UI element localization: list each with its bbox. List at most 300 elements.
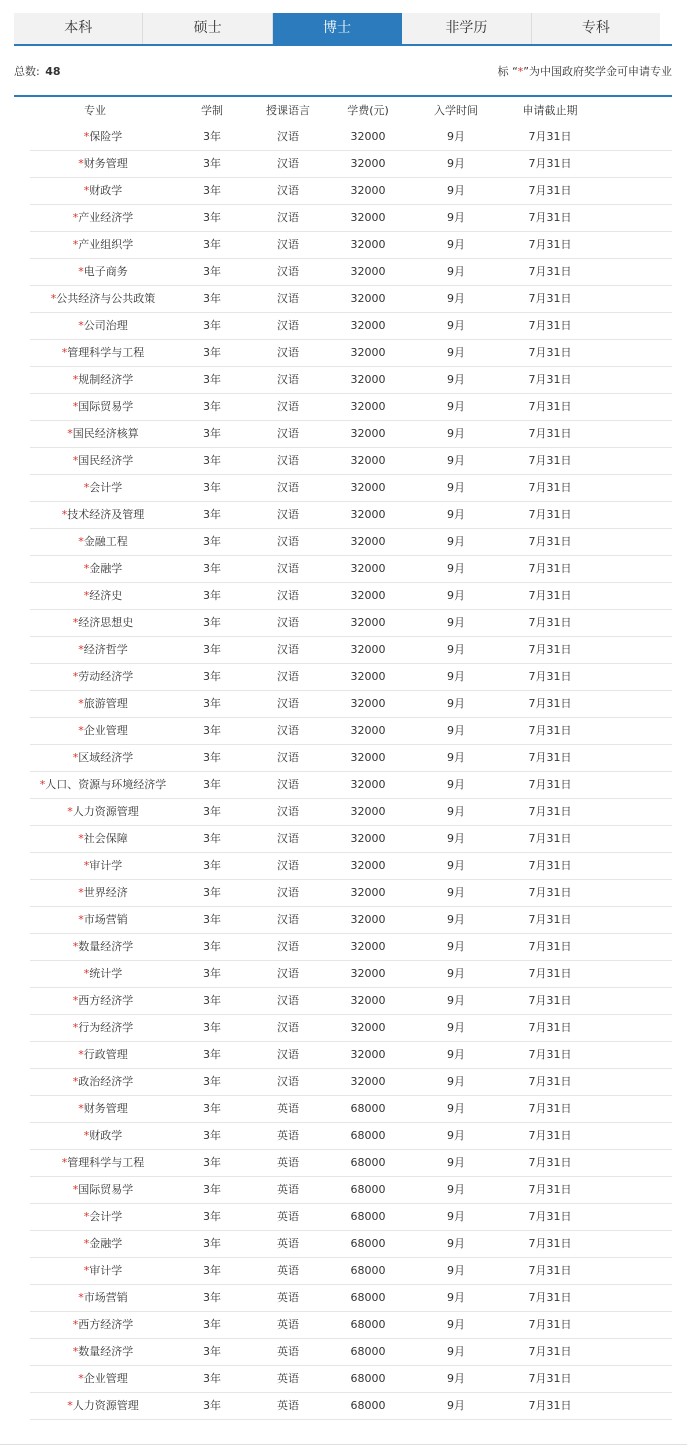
language-cell: 汉语: [277, 1048, 299, 1061]
major-name: 管理科学与工程: [67, 346, 145, 359]
table-row: [30, 853, 672, 880]
major-name: 会计学: [89, 1210, 123, 1223]
duration-cell: 3年: [203, 805, 221, 818]
duration-cell: 3年: [203, 211, 221, 224]
major-cell: [30, 799, 176, 825]
language-cell: 汉语: [277, 157, 299, 170]
tuition-cell: 68000: [350, 1129, 386, 1142]
tuition-cell: 32000: [350, 130, 386, 143]
star-icon: *: [72, 400, 79, 413]
major-cell: [30, 313, 176, 339]
tuition-cell: 32000: [350, 670, 386, 683]
deadline-cell: 7月31日: [528, 967, 572, 980]
major-name: 行政管理: [83, 1048, 128, 1061]
star-icon: *: [83, 184, 90, 197]
major-name: 统计学: [89, 967, 123, 980]
enrollment-cell: 9月: [447, 805, 465, 818]
star-icon: *: [83, 967, 90, 980]
major-name: 劳动经济学: [78, 670, 134, 683]
duration-cell: 3年: [203, 1021, 221, 1034]
star-icon: *: [72, 1075, 79, 1088]
duration-cell: 3年: [203, 778, 221, 791]
tuition-cell: 32000: [350, 751, 386, 764]
major-name: 社会保障: [83, 832, 128, 845]
language-cell: 英语: [277, 1156, 299, 1169]
tuition-cell: 32000: [350, 913, 386, 926]
tuition-cell: 68000: [350, 1264, 386, 1277]
enrollment-cell: 9月: [447, 481, 465, 494]
tuition-cell: 68000: [350, 1210, 386, 1223]
tuition-cell: 32000: [350, 859, 386, 872]
major-cell: [30, 1258, 176, 1284]
star-icon: *: [83, 1237, 90, 1250]
tuition-cell: 32000: [350, 373, 386, 386]
deadline-cell: 7月31日: [528, 454, 572, 467]
tuition-cell: 32000: [350, 724, 386, 737]
tuition-cell: 68000: [350, 1399, 386, 1412]
major-cell: [30, 1312, 176, 1338]
tuition-cell: 32000: [350, 535, 386, 548]
deadline-cell: 7月31日: [528, 1075, 572, 1088]
table-row: [30, 448, 672, 475]
deadline-cell: 7月31日: [528, 616, 572, 629]
table-row: [30, 286, 672, 313]
deadline-cell: 7月31日: [528, 319, 572, 332]
header-enrollment: 入学时间: [434, 104, 478, 117]
major-cell: [30, 1069, 176, 1095]
tuition-cell: 32000: [350, 211, 386, 224]
language-cell: 英语: [277, 1102, 299, 1115]
tab-doctor[interactable]: 博士: [273, 13, 402, 44]
duration-cell: 3年: [203, 346, 221, 359]
header-major: 专业: [84, 104, 106, 117]
major-cell: [30, 151, 176, 177]
enrollment-cell: 9月: [447, 1291, 465, 1304]
header-language: 授课语言: [266, 104, 310, 117]
deadline-cell: 7月31日: [528, 1129, 572, 1142]
duration-cell: 3年: [203, 535, 221, 548]
star-icon: *: [67, 1399, 73, 1412]
major-cell: [30, 772, 176, 798]
tuition-cell: 68000: [350, 1318, 386, 1331]
tab-bachelor[interactable]: 本科: [14, 13, 143, 44]
star-icon: *: [72, 751, 79, 764]
language-cell: 汉语: [277, 130, 299, 143]
duration-cell: 3年: [203, 751, 221, 764]
language-cell: 汉语: [277, 886, 299, 899]
tuition-cell: 32000: [350, 265, 386, 278]
table-row: [30, 151, 672, 178]
table-row: [30, 1096, 672, 1123]
enrollment-cell: 9月: [447, 589, 465, 602]
language-cell: 英语: [277, 1210, 299, 1223]
deadline-cell: 7月31日: [528, 697, 572, 710]
table-row: [30, 583, 672, 610]
table-row: [30, 1123, 672, 1150]
major-cell: [30, 745, 176, 771]
star-icon: *: [78, 886, 84, 899]
language-cell: 汉语: [277, 211, 299, 224]
star-icon: *: [61, 1156, 68, 1169]
major-cell: [30, 556, 176, 582]
duration-cell: 3年: [203, 967, 221, 980]
major-name: 公共经济与公共政策: [56, 292, 156, 305]
deadline-cell: 7月31日: [528, 1237, 572, 1250]
major-name: 行为经济学: [78, 1021, 134, 1034]
table-row: [30, 1285, 672, 1312]
major-cell: [30, 961, 176, 987]
star-icon: *: [72, 994, 79, 1007]
enrollment-cell: 9月: [447, 1102, 465, 1115]
major-cell: [30, 1177, 176, 1203]
deadline-cell: 7月31日: [528, 886, 572, 899]
enrollment-cell: 9月: [447, 508, 465, 521]
duration-cell: 3年: [203, 859, 221, 872]
enrollment-cell: 9月: [447, 211, 465, 224]
major-cell: [30, 475, 176, 501]
major-cell: [30, 1015, 176, 1041]
language-cell: 英语: [277, 1291, 299, 1304]
language-cell: 汉语: [277, 184, 299, 197]
star-icon: *: [67, 805, 73, 818]
duration-cell: 3年: [203, 373, 221, 386]
major-cell: [30, 421, 176, 447]
table-row: [30, 610, 672, 637]
enrollment-cell: 9月: [447, 1210, 465, 1223]
major-cell: [30, 1042, 176, 1068]
star-icon: *: [72, 1318, 79, 1331]
language-cell: 汉语: [277, 373, 299, 386]
tuition-cell: 68000: [350, 1372, 386, 1385]
major-name: 世界经济: [83, 886, 128, 899]
table-row: [30, 1177, 672, 1204]
language-cell: 汉语: [277, 697, 299, 710]
major-name: 电子商务: [83, 265, 128, 278]
language-cell: 汉语: [277, 589, 299, 602]
table-row: [30, 772, 672, 799]
table-row: [30, 124, 672, 151]
enrollment-cell: 9月: [447, 1318, 465, 1331]
major-name: 国际贸易学: [78, 400, 134, 413]
star-icon: *: [78, 157, 84, 170]
major-cell: [30, 1150, 176, 1176]
header-duration: 学制: [201, 104, 223, 117]
major-name: 财政学: [89, 184, 123, 197]
enrollment-cell: 9月: [447, 454, 465, 467]
deadline-cell: 7月31日: [528, 427, 572, 440]
table-row: [30, 394, 672, 421]
major-name: 管理科学与工程: [67, 1156, 145, 1169]
table-row: [30, 934, 672, 961]
language-cell: 汉语: [277, 778, 299, 791]
duration-cell: 3年: [203, 1399, 221, 1412]
deadline-cell: 7月31日: [528, 778, 572, 791]
table-row: [30, 826, 672, 853]
language-cell: 汉语: [277, 967, 299, 980]
star-icon: *: [72, 211, 79, 224]
enrollment-cell: 9月: [447, 886, 465, 899]
tuition-cell: 32000: [350, 184, 386, 197]
deadline-cell: 7月31日: [528, 724, 572, 737]
major-cell: [30, 691, 176, 717]
duration-cell: 3年: [203, 400, 221, 413]
language-cell: 英语: [277, 1183, 299, 1196]
duration-cell: 3年: [203, 724, 221, 737]
enrollment-cell: 9月: [447, 1372, 465, 1385]
language-cell: 汉语: [277, 454, 299, 467]
major-cell: [30, 286, 176, 312]
table-top-border: [14, 95, 672, 97]
major-name: 数量经济学: [78, 940, 134, 953]
enrollment-cell: 9月: [447, 1345, 465, 1358]
deadline-cell: 7月31日: [528, 400, 572, 413]
duration-cell: 3年: [203, 427, 221, 440]
language-cell: 英语: [277, 1345, 299, 1358]
star-icon: *: [83, 481, 90, 494]
enrollment-cell: 9月: [447, 319, 465, 332]
duration-cell: 3年: [203, 994, 221, 1007]
language-cell: 汉语: [277, 562, 299, 575]
enrollment-cell: 9月: [447, 130, 465, 143]
enrollment-cell: 9月: [447, 427, 465, 440]
table-row: [30, 880, 672, 907]
star-icon: *: [78, 535, 84, 548]
enrollment-cell: 9月: [447, 238, 465, 251]
major-name: 区域经济学: [78, 751, 134, 764]
note-prefix: 标 “: [497, 65, 518, 78]
star-icon: *: [83, 1210, 90, 1223]
table-row: [30, 502, 672, 529]
major-name: 财政学: [89, 1129, 123, 1142]
degree-tabs: [14, 13, 660, 44]
duration-cell: 3年: [203, 157, 221, 170]
deadline-cell: 7月31日: [528, 184, 572, 197]
duration-cell: 3年: [203, 913, 221, 926]
scholarship-note: [498, 63, 672, 79]
enrollment-cell: 9月: [447, 1075, 465, 1088]
major-cell: [30, 178, 176, 204]
major-name: 人力资源管理: [72, 1399, 139, 1412]
major-cell: [30, 1231, 176, 1257]
language-cell: 汉语: [277, 670, 299, 683]
duration-cell: 3年: [203, 589, 221, 602]
enrollment-cell: 9月: [447, 967, 465, 980]
major-name: 西方经济学: [78, 994, 134, 1007]
major-cell: [30, 1366, 176, 1392]
tuition-cell: 68000: [350, 1156, 386, 1169]
duration-cell: 3年: [203, 481, 221, 494]
tuition-cell: 32000: [350, 346, 386, 359]
duration-cell: 3年: [203, 1075, 221, 1088]
table-row: [30, 340, 672, 367]
duration-cell: 3年: [203, 130, 221, 143]
major-cell: [30, 1285, 176, 1311]
enrollment-cell: 9月: [447, 994, 465, 1007]
enrollment-cell: 9月: [447, 751, 465, 764]
tuition-cell: 32000: [350, 805, 386, 818]
tuition-cell: 32000: [350, 832, 386, 845]
table-row: [30, 1069, 672, 1096]
tabs-underline: [14, 44, 672, 46]
tuition-cell: 32000: [350, 697, 386, 710]
enrollment-cell: 9月: [447, 859, 465, 872]
note-suffix: ”为中国政府奖学金可申请专业: [523, 65, 672, 78]
tuition-cell: 32000: [350, 886, 386, 899]
language-cell: 英语: [277, 1399, 299, 1412]
enrollment-cell: 9月: [447, 643, 465, 656]
deadline-cell: 7月31日: [528, 1156, 572, 1169]
table-row: [30, 745, 672, 772]
star-icon: *: [72, 1021, 79, 1034]
tuition-cell: 68000: [350, 1291, 386, 1304]
duration-cell: 3年: [203, 1156, 221, 1169]
duration-cell: 3年: [203, 1264, 221, 1277]
total-value: 48: [45, 65, 61, 78]
deadline-cell: 7月31日: [528, 751, 572, 764]
major-cell: [30, 826, 176, 852]
language-cell: 汉语: [277, 643, 299, 656]
major-name: 国际贸易学: [78, 1183, 134, 1196]
major-cell: [30, 232, 176, 258]
star-icon: *: [61, 508, 68, 521]
major-name: 企业管理: [83, 1372, 128, 1385]
major-cell: [30, 124, 176, 150]
header-deadline: 申请截止期: [522, 104, 578, 117]
duration-cell: 3年: [203, 697, 221, 710]
major-name: 金融学: [89, 1237, 123, 1250]
major-name: 财务管理: [83, 157, 128, 170]
tuition-cell: 32000: [350, 616, 386, 629]
duration-cell: 3年: [203, 319, 221, 332]
deadline-cell: 7月31日: [528, 238, 572, 251]
tuition-cell: 32000: [350, 481, 386, 494]
tab-non-degree[interactable]: 非学历: [402, 13, 531, 44]
major-name: 市场营销: [83, 1291, 128, 1304]
table-row: [30, 664, 672, 691]
major-cell: [30, 259, 176, 285]
major-cell: [30, 610, 176, 636]
table-row: [30, 1258, 672, 1285]
deadline-cell: 7月31日: [528, 535, 572, 548]
duration-cell: 3年: [203, 670, 221, 683]
table-row: [30, 1312, 672, 1339]
major-name: 国民经济学: [78, 454, 134, 467]
language-cell: 汉语: [277, 535, 299, 548]
deadline-cell: 7月31日: [528, 1372, 572, 1385]
table-row: [30, 691, 672, 718]
tuition-cell: 32000: [350, 292, 386, 305]
tab-master[interactable]: 硕士: [143, 13, 272, 44]
program-table-body: [14, 124, 672, 1420]
enrollment-cell: 9月: [447, 1156, 465, 1169]
major-cell: [30, 1393, 176, 1419]
tuition-cell: 32000: [350, 994, 386, 1007]
deadline-cell: 7月31日: [528, 1345, 572, 1358]
duration-cell: 3年: [203, 1291, 221, 1304]
major-cell: [30, 880, 176, 906]
tuition-cell: 32000: [350, 643, 386, 656]
table-row: [30, 259, 672, 286]
deadline-cell: 7月31日: [528, 994, 572, 1007]
star-icon: *: [83, 562, 90, 575]
table-header: [14, 98, 672, 124]
enrollment-cell: 9月: [447, 1237, 465, 1250]
enrollment-cell: 9月: [447, 697, 465, 710]
star-icon: *: [78, 913, 84, 926]
major-name: 政治经济学: [78, 1075, 134, 1088]
table-row: [30, 637, 672, 664]
major-cell: [30, 583, 176, 609]
total-label: 总数:: [14, 65, 40, 78]
enrollment-cell: 9月: [447, 1399, 465, 1412]
tuition-cell: 32000: [350, 454, 386, 467]
major-cell: [30, 1096, 176, 1122]
table-row: [30, 1339, 672, 1366]
star-icon: *: [61, 346, 68, 359]
language-cell: 汉语: [277, 913, 299, 926]
star-icon: *: [67, 427, 73, 440]
table-row: [30, 718, 672, 745]
tuition-cell: 32000: [350, 778, 386, 791]
major-name: 人力资源管理: [72, 805, 139, 818]
star-icon: *: [72, 1345, 79, 1358]
enrollment-cell: 9月: [447, 724, 465, 737]
duration-cell: 3年: [203, 616, 221, 629]
table-row: [30, 475, 672, 502]
table-row: [30, 205, 672, 232]
tuition-cell: 32000: [350, 589, 386, 602]
major-cell: [30, 340, 176, 366]
deadline-cell: 7月31日: [528, 346, 572, 359]
language-cell: 汉语: [277, 238, 299, 251]
major-name: 产业组织学: [78, 238, 134, 251]
major-cell: [30, 853, 176, 879]
major-name: 旅游管理: [83, 697, 128, 710]
star-icon: *: [50, 292, 57, 305]
language-cell: 汉语: [277, 508, 299, 521]
total-count: [14, 63, 61, 79]
duration-cell: 3年: [203, 508, 221, 521]
duration-cell: 3年: [203, 1318, 221, 1331]
major-name: 公司治理: [83, 319, 128, 332]
header-tuition: 学费(元): [347, 104, 389, 117]
table-row: [30, 367, 672, 394]
deadline-cell: 7月31日: [528, 670, 572, 683]
language-cell: 汉语: [277, 292, 299, 305]
language-cell: 汉语: [277, 1075, 299, 1088]
major-name: 审计学: [89, 1264, 123, 1277]
deadline-cell: 7月31日: [528, 1021, 572, 1034]
enrollment-cell: 9月: [447, 832, 465, 845]
duration-cell: 3年: [203, 1102, 221, 1115]
tuition-cell: 32000: [350, 1075, 386, 1088]
language-cell: 汉语: [277, 940, 299, 953]
table-row: [30, 421, 672, 448]
star-icon: *: [72, 373, 79, 386]
major-name: 金融工程: [83, 535, 128, 548]
deadline-cell: 7月31日: [528, 157, 572, 170]
tuition-cell: 32000: [350, 427, 386, 440]
major-name: 企业管理: [83, 724, 128, 737]
table-row: [30, 1204, 672, 1231]
language-cell: 英语: [277, 1264, 299, 1277]
table-row: [30, 799, 672, 826]
deadline-cell: 7月31日: [528, 265, 572, 278]
duration-cell: 3年: [203, 184, 221, 197]
tab-junior-college[interactable]: 专科: [532, 13, 660, 44]
enrollment-cell: 9月: [447, 1264, 465, 1277]
star-icon: *: [83, 589, 90, 602]
